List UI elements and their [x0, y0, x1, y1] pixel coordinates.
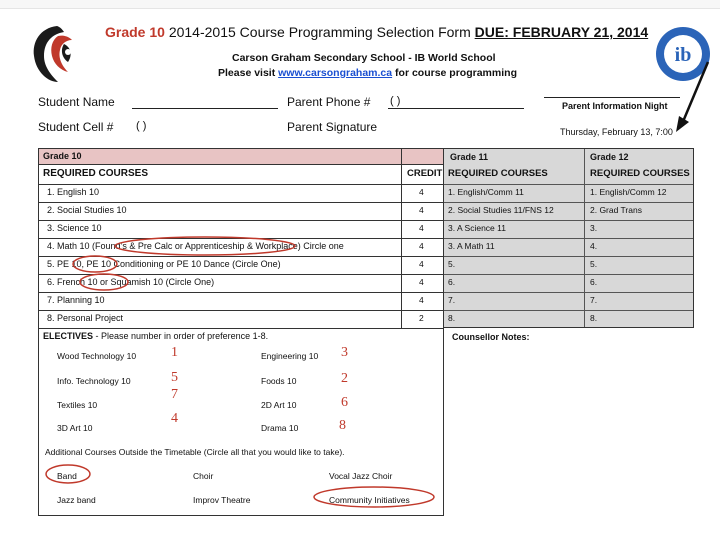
grade11-heading: Grade 11 — [450, 152, 489, 162]
grade11-course: 2. Social Studies 11/FNS 12 — [448, 205, 554, 215]
required-course-row — [39, 184, 443, 201]
required-course-row — [39, 292, 443, 309]
additional-courses-title: Additional Courses Outside the Timetable (Circle all that you would like to take). — [45, 447, 345, 457]
grade11-course: 6. — [448, 277, 456, 287]
parent-phone-field[interactable]: ( ) — [390, 95, 401, 107]
form-title — [105, 24, 648, 40]
elective-rank[interactable]: 5 — [171, 370, 178, 385]
additional-course[interactable]: Community Initiatives — [329, 495, 410, 505]
grade12-course: 4. — [590, 241, 598, 251]
grade10-panel — [38, 148, 444, 516]
grade11-course: 1. English/Comm 11 — [448, 187, 524, 197]
grade12-course: 6. — [590, 277, 598, 287]
additional-course[interactable]: Improv Theatre — [193, 495, 251, 505]
elective-name: Textiles 10 — [57, 400, 98, 410]
elective-rank[interactable]: 6 — [341, 395, 348, 410]
required-course-name: 5. PE 10, PE 10 Conditioning or PE 10 Dance (Circle One) — [47, 259, 281, 269]
grade11-12-row — [444, 202, 693, 219]
electives-instructions: - Please number in order of preference 1-8. — [93, 331, 269, 341]
required-course-credit: 4 — [419, 187, 424, 197]
required-course-row[interactable] — [39, 274, 443, 291]
additional-course[interactable]: Vocal Jazz Choir — [329, 471, 393, 481]
additional-course[interactable]: Jazz band — [57, 495, 96, 505]
elective-name: Engineering 10 — [261, 351, 319, 361]
grade11-12-row — [444, 292, 693, 309]
elective-name: 2D Art 10 — [261, 400, 297, 410]
info-night-title: Parent Information Night — [562, 101, 668, 111]
grade12-heading: Grade 12 — [590, 152, 629, 162]
required-course-name: 8. Personal Project — [47, 313, 124, 323]
additional-course[interactable]: Choir — [193, 471, 214, 481]
elective-rank[interactable]: 2 — [341, 371, 348, 386]
elective-name: Foods 10 — [261, 376, 297, 386]
electives-heading: ELECTIVES — [43, 331, 94, 341]
elective-name: Drama 10 — [261, 423, 299, 433]
grade12-course: 7. — [590, 295, 598, 305]
elective-rank[interactable]: 7 — [171, 387, 178, 402]
grade11-12-row — [444, 184, 693, 201]
required-course-name: 4. Math 10 (Found’s & Pre Calc or Apprenticeship & Workplace) Circle one — [47, 241, 344, 251]
grade11-12-row — [444, 310, 693, 327]
svg-text:ib: ib — [674, 44, 692, 66]
title-grade: Grade 10 — [105, 24, 165, 40]
elective-rank[interactable]: 1 — [171, 345, 178, 360]
visit-suffix: for course programming — [392, 67, 517, 79]
info-night-date: Thursday, February 13, 7:00 — [560, 127, 673, 137]
grade10-required-title: REQUIRED COURSES — [43, 168, 149, 179]
required-course-credit: 4 — [419, 205, 424, 215]
grade12-course: 8. — [590, 313, 598, 323]
school-website-link[interactable]: www.carsongraham.ca — [278, 67, 393, 79]
grade11-required-title: REQUIRED COURSES — [448, 168, 548, 179]
grade11-12-row — [444, 220, 693, 237]
parent-signature-label: Parent Signature — [287, 120, 378, 134]
grade12-course: 1. English/Comm 12 — [590, 187, 667, 197]
school-crest-icon — [28, 22, 86, 86]
student-name-field[interactable] — [132, 108, 278, 109]
grade12-course: 3. — [590, 223, 598, 233]
grade12-course: 2. Grad Trans — [590, 205, 642, 215]
required-course-credit: 2 — [419, 313, 424, 323]
info-night-rule — [544, 97, 680, 98]
electives-title — [43, 331, 268, 341]
required-course-row — [39, 310, 443, 327]
elective-rank[interactable]: 4 — [171, 411, 178, 426]
visit-prefix: Please visit — [218, 67, 279, 79]
grade12-course: 5. — [590, 259, 598, 269]
required-course-credit: 4 — [419, 277, 424, 287]
title-year: 2014-2015 Course Programming Selection Form — [168, 24, 471, 40]
elective-name: 3D Art 10 — [57, 423, 93, 433]
required-course-name: 2. Social Studies 10 — [47, 205, 127, 215]
pointer-arrow-icon — [670, 60, 714, 136]
required-course-name: 6. French 10 or Squamish 10 (Circle One) — [47, 277, 215, 287]
grade10-heading: Grade 10 — [43, 151, 82, 161]
required-bottom-rule — [39, 328, 443, 329]
grade11-course: 3. A Math 11 — [448, 241, 495, 251]
counsellor-notes-label: Counsellor Notes: — [452, 332, 530, 342]
grade11-course: 3. A Science 11 — [448, 223, 506, 233]
elective-rank[interactable]: 3 — [341, 345, 348, 360]
due-date: DUE: FEBRUARY 21, 2014 — [474, 24, 649, 40]
school-name: Carson Graham Secondary School - IB World School — [232, 52, 496, 64]
top-bar — [0, 0, 720, 9]
required-course-name: 3. Science 10 — [47, 223, 102, 233]
additional-course[interactable]: Band — [57, 471, 77, 481]
elective-rank[interactable]: 8 — [339, 418, 346, 433]
required-course-name: 7. Planning 10 — [47, 295, 105, 305]
parent-phone-underline — [388, 108, 524, 109]
required-course-credit: 4 — [419, 223, 424, 233]
grade11-course: 7. — [448, 295, 456, 305]
student-cell-label: Student Cell # — [38, 120, 114, 134]
required-course-row — [39, 220, 443, 237]
grade11-12-row — [444, 256, 693, 273]
required-course-credit: 4 — [419, 295, 424, 305]
required-course-row[interactable] — [39, 238, 443, 255]
elective-name: Info. Technology 10 — [57, 376, 131, 386]
grade11-course: 8. — [448, 313, 456, 323]
grade11-12-panel — [444, 148, 694, 328]
credit-title: CREDIT — [407, 168, 443, 179]
required-course-credit: 4 — [419, 259, 424, 269]
grade10-header — [39, 149, 443, 165]
elective-name: Wood Technology 10 — [57, 351, 137, 361]
parent-phone-label: Parent Phone # — [287, 95, 371, 109]
visit-line — [218, 67, 517, 79]
required-course-row[interactable] — [39, 256, 443, 273]
required-course-name: 1. English 10 — [47, 187, 100, 197]
student-name-label: Student Name — [38, 95, 115, 109]
grade12-required-title: REQUIRED COURSES — [590, 168, 690, 179]
required-course-credit: 4 — [419, 241, 424, 251]
grade11-12-row — [444, 238, 693, 255]
grade11-course: 5. — [448, 259, 456, 269]
required-course-row — [39, 202, 443, 219]
grade11-12-row — [444, 274, 693, 291]
student-cell-field[interactable]: ( ) — [136, 120, 147, 132]
